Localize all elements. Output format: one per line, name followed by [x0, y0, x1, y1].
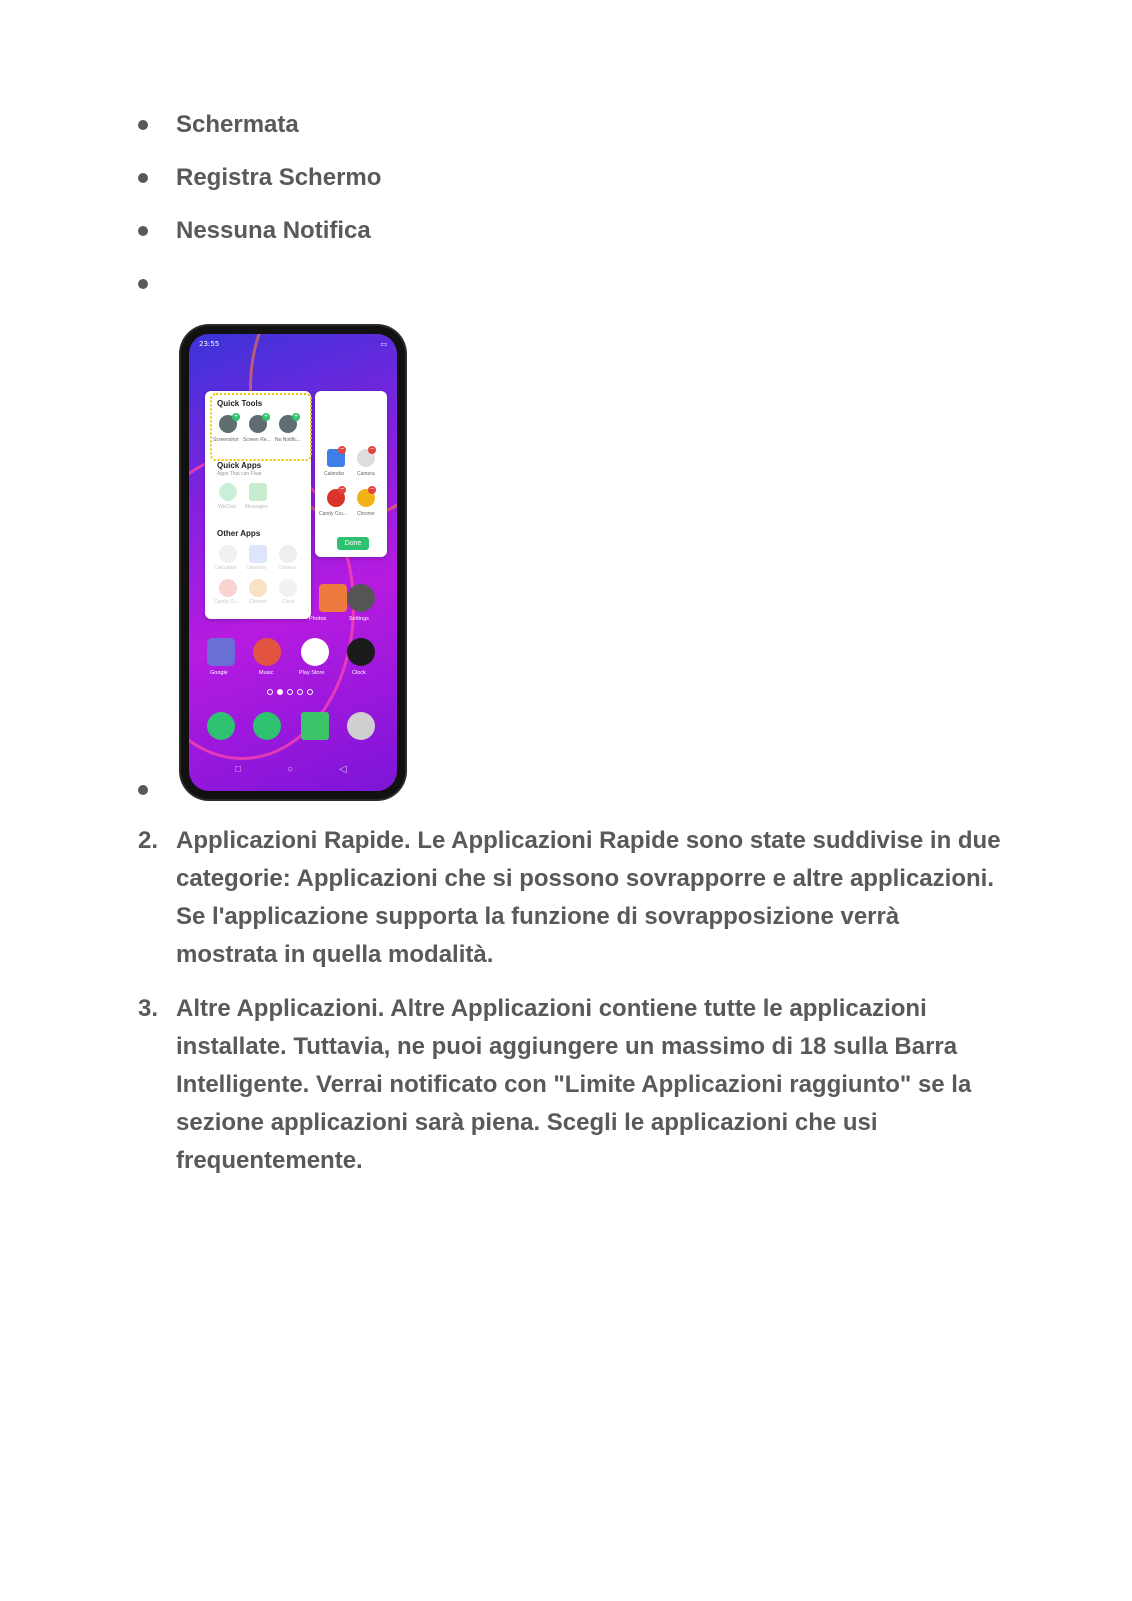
play-store-icon[interactable]	[301, 638, 329, 666]
camera-icon[interactable]	[347, 712, 375, 740]
bullet-dot	[138, 785, 148, 795]
battery-icon: ▭	[380, 341, 387, 348]
app-label: Chrome	[357, 511, 375, 517]
chrome-icon[interactable]	[249, 579, 267, 597]
text-line: Applicazioni Rapide. Le Applicazioni Rapide sono state suddivise in due	[176, 827, 1001, 854]
phone-icon[interactable]	[253, 712, 281, 740]
text-line: categorie: Applicazioni che si possono sovrapporre e altre applicazioni.	[176, 865, 994, 892]
remove-badge-icon: −	[369, 486, 375, 493]
page-indicator-dot	[267, 689, 273, 695]
photos-icon[interactable]	[319, 584, 347, 612]
item-text	[176, 990, 1028, 1180]
phone-screenshot	[181, 326, 405, 799]
text-line: frequentemente.	[176, 1147, 363, 1174]
candy-crush-icon[interactable]	[219, 579, 237, 597]
quick-tools-title: Quick Tools	[217, 399, 263, 408]
smart-sidebar-panel	[205, 391, 311, 619]
wechat-icon[interactable]	[219, 483, 237, 501]
remove-badge-icon: −	[339, 486, 345, 493]
bullet-item: Nessuna Notifica	[176, 217, 371, 244]
add-badge-icon: +	[263, 413, 269, 420]
remove-badge-icon: −	[369, 446, 375, 453]
text-line: installate. Tuttavia, ne puoi aggiungere un massimo di 18 sulla Barra	[176, 1033, 958, 1060]
tool-label: No Notific...	[275, 437, 301, 443]
bullet-dot	[138, 173, 148, 183]
app-label: Settings	[349, 616, 369, 622]
clock-icon[interactable]	[279, 579, 297, 597]
other-apps-title: Other Apps	[217, 529, 261, 538]
app-label: WeChat	[218, 504, 236, 510]
text-line: Intelligente. Verrai notificato con "Limite Applicazioni raggiunto" se la	[176, 1071, 972, 1098]
app-label: Google	[210, 670, 228, 676]
add-badge-icon: +	[293, 413, 299, 420]
google-folder-icon[interactable]	[207, 638, 235, 666]
bullet-dot	[138, 279, 148, 289]
text-line: Se l'applicazione supporta la funzione di sovrapposizione verrà	[176, 903, 900, 930]
app-label: Music	[259, 670, 274, 676]
messages-icon[interactable]	[249, 483, 267, 501]
page-indicator-dot	[297, 689, 303, 695]
bullet-item: Schermata	[176, 111, 299, 138]
bullet-item: Registra Schermo	[176, 164, 382, 191]
bullet-dot	[138, 120, 148, 130]
page-indicator-dot	[307, 689, 313, 695]
back-icon[interactable]: ◁	[339, 764, 347, 775]
remove-badge-icon: −	[339, 446, 345, 453]
item-text	[176, 822, 1028, 974]
tool-label: Screenshot	[213, 437, 239, 443]
app-label: Clock	[352, 670, 366, 676]
page-indicator-dot	[277, 689, 283, 695]
add-badge-icon: +	[233, 413, 239, 420]
text-line: Altre Applicazioni. Altre Applicazioni contiene tutte le applicazioni	[176, 995, 927, 1022]
quick-apps-title: Quick Apps	[217, 461, 262, 470]
phone-screen	[189, 334, 397, 791]
app-label: Photos	[309, 616, 327, 622]
app-label: Calculator	[214, 565, 237, 571]
clock-icon[interactable]	[347, 638, 375, 666]
item-number: 2.	[138, 827, 159, 854]
app-label: Chrome	[249, 599, 267, 605]
calculator-icon[interactable]	[219, 545, 237, 563]
item-number: 3.	[138, 995, 159, 1022]
text-line: mostrata in quella modalità.	[176, 941, 494, 968]
camera-icon[interactable]	[279, 545, 297, 563]
quick-apps-subtitle: Apps That can Float	[217, 471, 262, 477]
text-line: sezione applicazioni sarà piena. Scegli le applicazioni che usi	[176, 1109, 878, 1136]
wechat-icon[interactable]	[207, 712, 235, 740]
app-label: Calendar	[324, 471, 345, 477]
tool-label: Screen Re...	[243, 437, 271, 443]
app-label: Candy Cru...	[319, 511, 348, 517]
app-label: Camera	[278, 565, 296, 571]
home-icon[interactable]: ○	[287, 764, 294, 775]
page-indicator-dot	[287, 689, 293, 695]
bullet-dot	[138, 226, 148, 236]
app-label: Camera	[357, 471, 375, 477]
recents-icon[interactable]: □	[235, 764, 242, 775]
messages-icon[interactable]	[301, 712, 329, 740]
app-label: Calendar	[246, 565, 267, 571]
app-label: Messages	[245, 504, 268, 510]
sidebar-preview-panel	[315, 391, 387, 557]
app-label: Play Store	[299, 670, 325, 676]
calendar-icon[interactable]	[249, 545, 267, 563]
status-time: 23:55	[199, 340, 220, 348]
app-label: Clock	[282, 599, 295, 605]
settings-icon[interactable]	[347, 584, 375, 612]
done-button[interactable]: Done	[337, 537, 369, 550]
music-icon[interactable]	[253, 638, 281, 666]
app-label: Candy Cr...	[214, 599, 240, 605]
